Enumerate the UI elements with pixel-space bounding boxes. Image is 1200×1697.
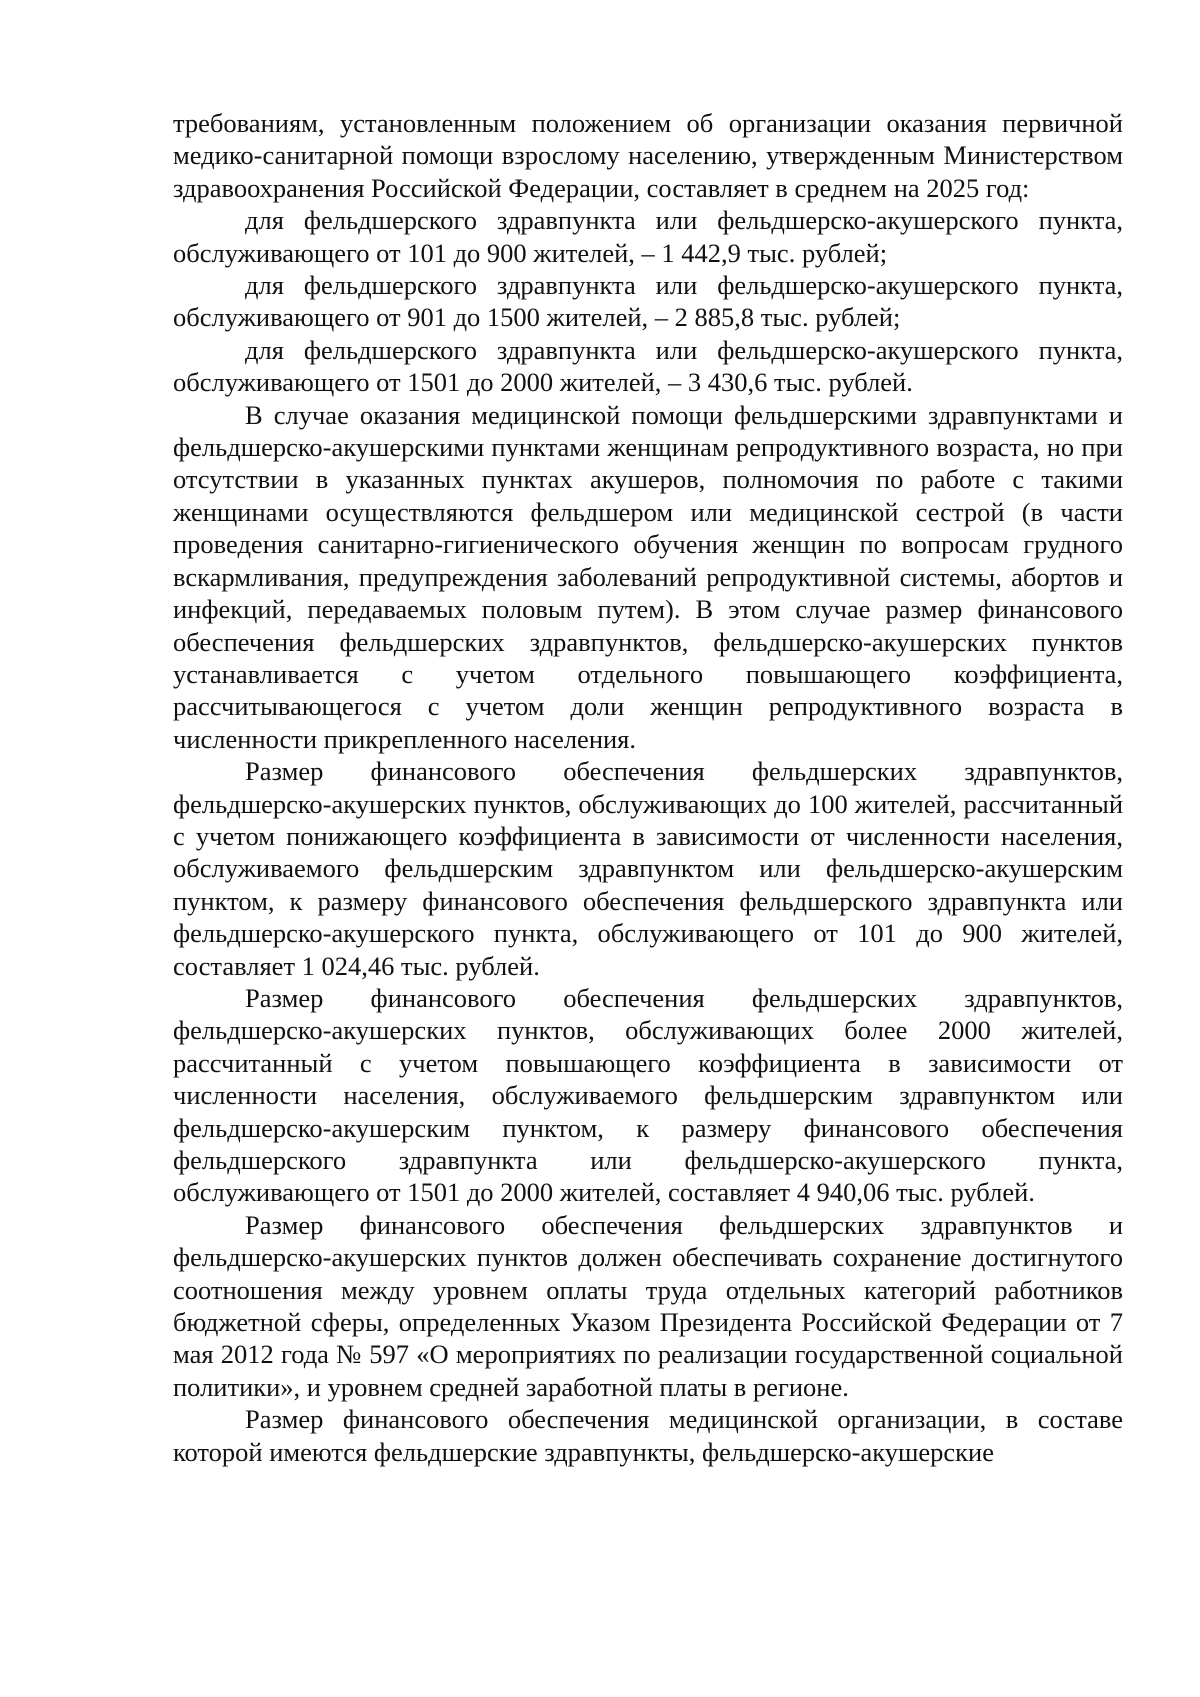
paragraph-rate-1501-2000: для фельдшерского здравпункта или фельдшерско-акушерского пункта, обслуживающего от 1501 до 2000 жителей, – 3 430,6 тыс. рублей.	[173, 334, 1123, 398]
paragraph-rate-901-1500: для фельдшерского здравпункта или фельдшерско-акушерского пункта, обслуживающего от 901 до 1500 жителей, – 2 885,8 тыс. рублей;	[173, 270, 1123, 333]
paragraph-organization-funding: Размер финансового обеспечения медицинской организации, в составе которой имеются фельдшерские здравпункты, фельдшерско-акушерские	[173, 1404, 1123, 1467]
paragraph-over-2000: Размер финансового обеспечения фельдшерских здравпунктов, фельдшерско-акушерских пунктов, обслуживающих более 2000 жителей, рассчитанный с учетом повышающего коэффициента в зависимости от численности населения, обслуживаемого фельдшерским здравпунктом или фельдшерско-акушерским пунктом, к размеру финансового обеспечения фельдшерского здравпункта или фельдшерско-акушерского пункта, обслуживающего от 1501 до 2000 жителей, составляет 4 940,06 тыс. рублей.	[173, 982, 1123, 1208]
paragraph-reproductive-age: В случае оказания медицинской помощи фельдшерскими здравпунктами и фельдшерско-акушерскими пунктами женщинам репродуктивного возраста, но при отсутствии в указанных пунктах акушеров, полномочия по работе с такими женщинами осуществляются фельдшером или медицинской сестрой (в части проведения санитарно-гигиенического обучения женщин по вопросам грудного вскармливания, предупреждения заболеваний репродуктивной системы, абортов и инфекций, передаваемых половым путем). В этом случае размер финансового обеспечения фельдшерских здравпунктов, фельдшерско-акушерских пунктов устанавливается с учетом отдельного повышающего коэффициента, рассчитывающегося с учетом доли женщин репродуктивного возраста в численности прикрепленного населения.	[173, 399, 1123, 754]
paragraph-up-to-100: Размер финансового обеспечения фельдшерских здравпунктов, фельдшерско-акушерских пунктов, обслуживающих до 100 жителей, рассчитанный с учетом понижающего коэффициента в зависимости от численности населения, обслуживаемого фельдшерским здравпунктом или фельдшерско-акушерским пунктом, к размеру финансового обеспечения фельдшерского здравпункта или фельдшерско-акушерского пункта, обслуживающего от 101 до 900 жителей, составляет 1 024,46 тыс. рублей.	[173, 756, 1123, 981]
document-page	[173, 107, 1123, 1468]
paragraph-salary-ratio: Размер финансового обеспечения фельдшерских здравпунктов и фельдшерско-акушерских пунктов должен обеспечивать сохранение достигнутого соотношения между уровнем оплаты труда отдельных категорий работников бюджетной сферы, определенных Указом Президента Российской Федерации от 7 мая 2012 года № 597 «О мероприятиях по реализации государственной социальной политики», и уровнем средней заработной платы в регионе.	[173, 1209, 1123, 1402]
paragraph-continuation: требованиям, установленным положением об организации оказания первичной медико-санитарной помощи взрослому населению, утвержденным Министерством здравоохранения Российской Федерации, составляет в среднем на 2025 год:	[173, 108, 1123, 203]
paragraph-rate-101-900: для фельдшерского здравпункта или фельдшерско-акушерского пункта, обслуживающего от 101 до 900 жителей, – 1 442,9 тыс. рублей;	[173, 205, 1123, 268]
